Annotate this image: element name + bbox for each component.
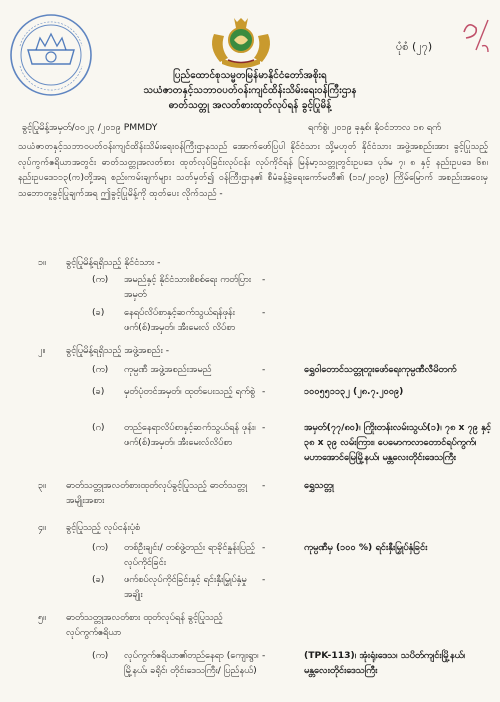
government-title: ပြည်ထောင်စုသမ္မတမြန်မာနိုင်ငံတော်အစိုးရ [173, 70, 327, 81]
item-dash: - [262, 307, 266, 318]
section-title: ခွင့်ပြုမိန့်ရရှိသည့် အဖွဲ့အစည်း - [66, 345, 170, 356]
permit-reference: ခွင့်ပြုမိန့်အမှတ်/၀၀၂၃ /၂၀၁၉ PMMDY [22, 122, 158, 133]
intro-paragraph: သယံဇာတနှင့်သဘာဝပတ်ဝန်းကျင်ထိန်းသိမ်းရေးဝန်ကြီးဌာနသည် အောက်ဖော်ပြပါ နိုင်ငံသား သို့မဟုတ် နိုင်ငံသား အဖွဲ့အစည်းအား ခွင့်ပြုသည့် လုပ်ကွက်ဧရိယာအတွင်း ဓာတ်သတ္တုအလတ်စား ထုတ်လုပ်ခြင်းလုပ်ငန်း လုပ်ကိုင်ရန် မြန်မာ့သတ္တုတွင်းဥပဒေ ပုဒ်မ ၇၊ ၈ နှင့် နည်းဥပဒေ ၆၈၊ နည်းဥပဒေ၁၁၃(က)တို့အရ စည်းကမ်းချက်များ သတ်မှတ်၍ ဝန်ကြီးဌာန၏ စီမံခန့်ခွဲရေးကော်မတီ၏ (၁၁/၂၀၁၉) ကြိမ်မြောက် အစည်းအဝေးမှ သဘောတူခွင့်ပြုချက်အရ ဤခွင့်ပြုမိန့်ကို ထုတ်ပေး လိုက်သည် - [18, 142, 488, 199]
item-dash: - [262, 542, 266, 553]
section-title: ခွင့်ပြုမိန့်ရရှိသည့် နိုင်ငံသား - [66, 257, 161, 268]
item-label: (ခ) [92, 574, 105, 585]
state-emblem-icon [206, 16, 276, 68]
item-dash: - [262, 274, 266, 285]
item-label: (က) [92, 650, 109, 661]
item-label: (က) [92, 274, 109, 285]
company-address: အမှတ်(၇၇/၈၀)၊ ကြိုးတန်းလမ်းသွယ်(၁)၊ ၇၈ x ၇၉ နှင့် ၃၈ x ၃၉ လမ်းကြား၊ ပေမောကလာတောင်ရပ်ကွက်၊ မဟာအောင်မြေမြို့နယ်၊ မန္တလေးတိုင်းဒေသကြီး [304, 422, 492, 463]
handwritten-annotation-icon [458, 16, 494, 56]
item-text: တစ်ဦးချင်း/ တစ်ဖွဲ့တည်း ရာခိုင်နှုန်းပြည့် လုပ်ကိုင်ခြင်း [124, 542, 255, 568]
permit-title: ဓာတ်သတ္တု အလတ်စားထုတ်လုပ်ရန် ခွင့်ပြုမိန့် [168, 100, 332, 111]
lease-location: (TPK-113)၊ အုံးရုံးဒေသ၊ သပိတ်ကျင်းမြို့နယ်၊ မန္တလေးတိုင်းဒေသကြီး [304, 650, 465, 676]
item-label: (က) [92, 542, 109, 553]
handwritten-mark [458, 16, 494, 56]
ministry-title: သယံဇာတနှင့်သဘာဝပတ်ဝန်းကျင်ထိန်းသိမ်းရေးဝန်ကြီးဌာန [143, 85, 357, 96]
item-dash: - [262, 650, 266, 661]
item-dash: - [262, 364, 266, 375]
item-text: လုပ်ကွက်ဧရိယာ၏တည်နေရာ (ကျေးရွာ၊ မြို့နယ်၊ ခရိုင်၊ တိုင်းဒေသကြီး/ ပြည်နယ်) [124, 650, 259, 676]
item-text: အမည်နှင့် နိုင်ငံသားစိစစ်ရေး ကတ်ပြားအမှတ် [124, 274, 252, 300]
state-emblem [206, 16, 276, 68]
section-number: ၄။ [38, 522, 46, 533]
item-dash: - [262, 422, 266, 433]
section-title: ခွင့်ပြုသည့် လုပ်ငန်းပုံစံ [66, 522, 141, 533]
section-number: ၁။ [38, 257, 46, 268]
form-number: ပုံစံ (၂၇) [396, 40, 433, 53]
item-label: (ဂ) [92, 422, 105, 433]
item-label: (က) [92, 364, 109, 375]
section-title: ဓာတ်သတ္တုအလတ်စား ထုတ်လုပ်ရန် ခွင့်ပြုသည့် လုပ်ကွက်ဧရိယာ [66, 612, 223, 638]
item-text: တည်နေရာလိပ်စာနှင့်ဆက်သွယ်ရန် ဖုန်း၊ ဖက်(စ်)အမှတ်၊ အီးမေးလ်လိပ်စာ [124, 422, 256, 448]
section-title: ဓာတ်သတ္တုအလတ်စားထုတ်လုပ်ခွင့်ပြုသည့် ဓာတ်သတ္တုအမျိုးအစား [66, 480, 247, 506]
item-text: ကုမ္ပဏီ အဖွဲ့အစည်းအမည် [124, 364, 212, 375]
section-number: ၃။ [38, 480, 46, 491]
item-label: (ခ) [92, 307, 105, 318]
investment-type: ကုမ္ပဏီမှ (၁၀၀ %) ရင်းနှီးမြှုပ်နှံခြင်း [304, 542, 428, 553]
item-text: ဖက်စပ်လုပ်ကိုင်ခြင်းနှင့် ရင်းနှီးမြှုပ်နှံမှုအချိုး [124, 574, 247, 600]
permit-date: ရက်စွဲ၊ ၂၀၁၉ ခုနှစ်၊ နိုဝင်ဘာလ ၁၈ ရက် [308, 122, 441, 133]
item-label: (ခ) [92, 386, 105, 397]
section-number: ၂။ [38, 345, 46, 356]
item-text: မှတ်ပုံတင်အမှတ်၊ ထုတ်ပေးသည့် ရက်စွဲ [124, 386, 255, 397]
registration-number: ၁၀၀၅၅၁၁၃၂ (၂၈.၇.၂၀၀၉) [304, 386, 404, 397]
section-number: ၅။ [38, 612, 46, 623]
company-name: ရွှေဝါတောင်သတ္တုတူးဖော်ရေးကုမ္ပဏီလီမိတက် [304, 364, 457, 375]
item-dash: - [262, 480, 266, 491]
mineral-type: ရွှေသတ္တု [304, 480, 334, 491]
item-text: နေရပ်လိပ်စာနှင့်ဆက်သွယ်ရန်ဖုန်း ဖက်(စ်)အမှတ်၊ အီးမေးလ် လိပ်စာ [124, 307, 236, 333]
item-dash: - [262, 386, 266, 397]
item-dash: - [262, 574, 266, 585]
